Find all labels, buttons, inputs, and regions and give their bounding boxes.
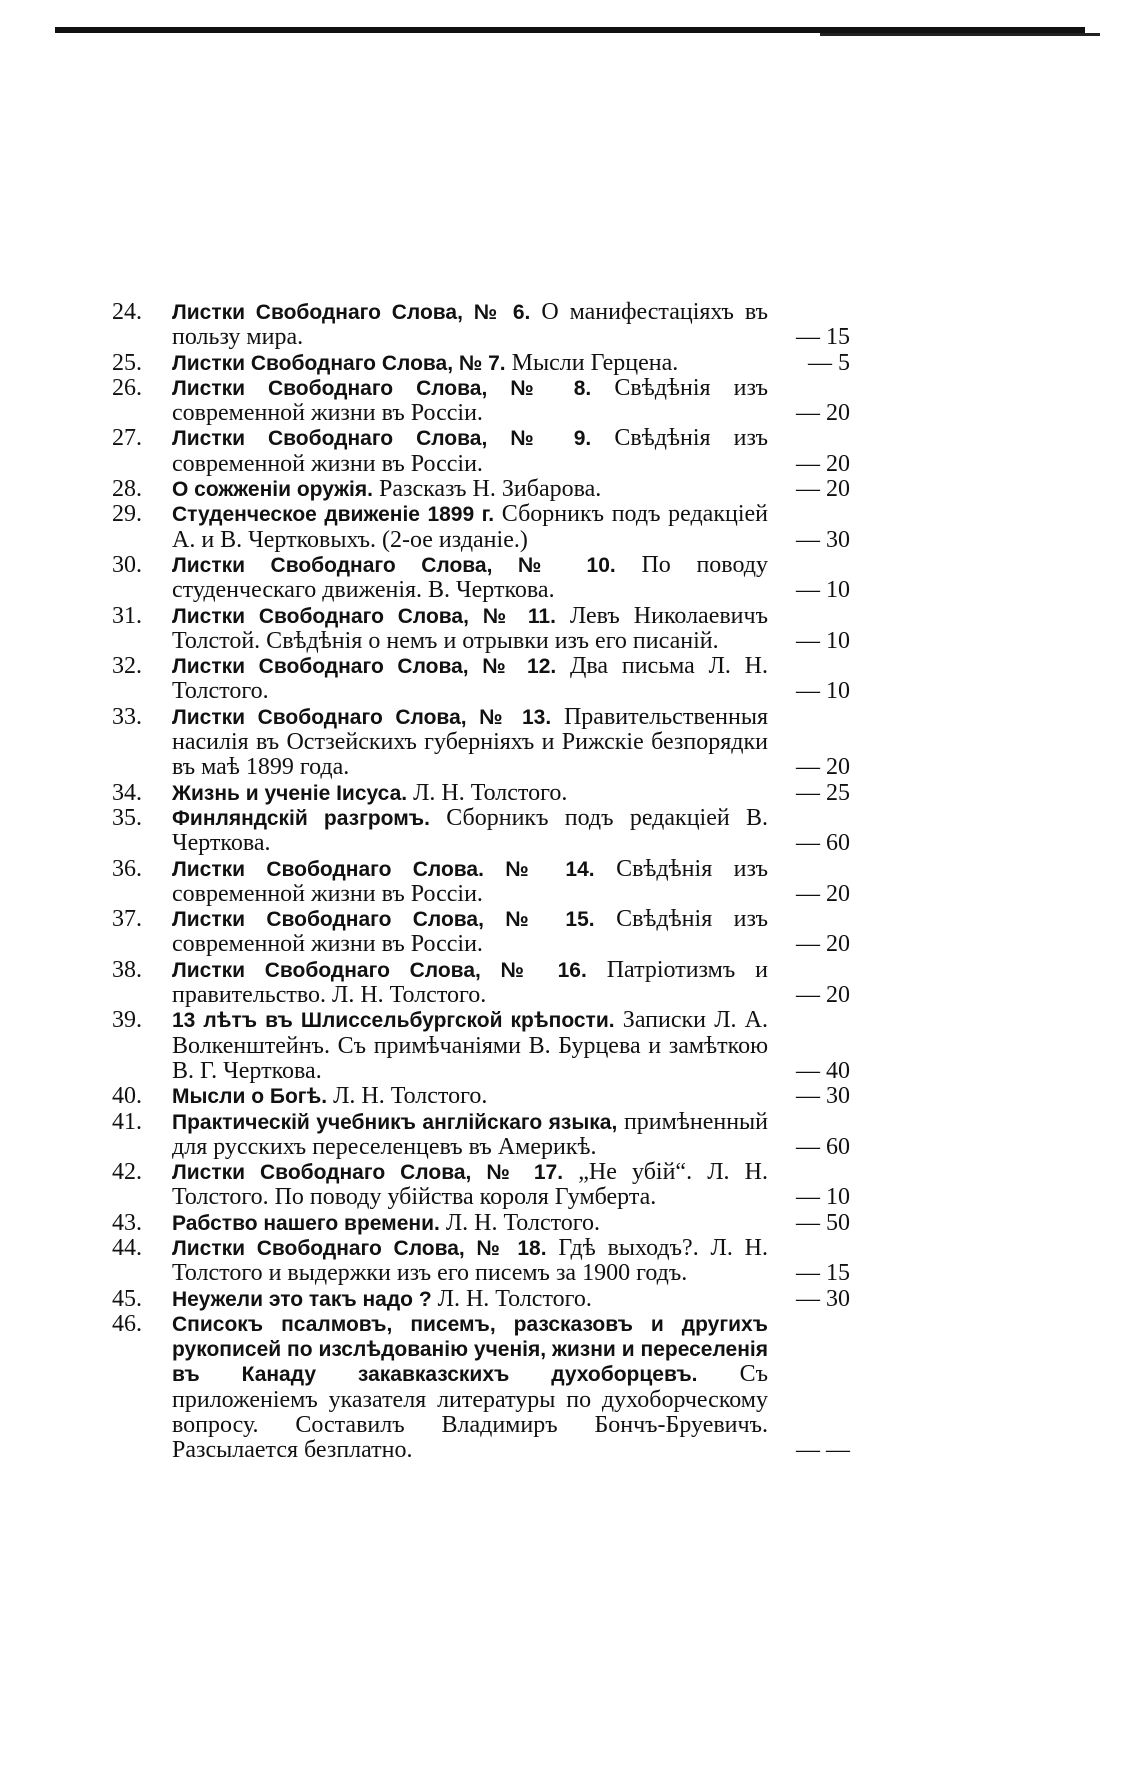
- catalog-entry: [112, 958, 850, 1009]
- entry-number: 29.: [112, 501, 142, 528]
- entry-description: примѣненный для русскихъ переселенцевъ въ Америкѣ.: [172, 1108, 769, 1160]
- entry-price: — 60: [796, 1133, 850, 1160]
- entry-title: Списокъ псалмовъ, писемъ, разсказовъ и другихъ рукописей по изслѣдованію ученія, жизни и переселенія въ Канаду закавказскихъ духоборцевъ.: [172, 1312, 768, 1387]
- entry-description: О манифестаціяхъ въ пользу мира.: [172, 299, 768, 351]
- entry-description: Правительственныя насилія въ Остзейскихъ губерніяхъ и Рижскіе безпорядки въ маѣ 1899 года.: [172, 703, 769, 781]
- entry-title: Листки Свободнаго Слова, № 9.: [172, 427, 592, 451]
- catalog-entry: [112, 351, 850, 376]
- entry-title: Жизнь и ученіе Іисуса.: [172, 781, 408, 805]
- entry-description: По поводу студенческаго движенія. В. Черткова.: [172, 551, 768, 604]
- entry-body: [172, 781, 768, 806]
- entry-number: 31.: [112, 602, 142, 629]
- entry-body: [172, 502, 768, 553]
- entry-number: 40.: [112, 1083, 142, 1110]
- entry-number: 26.: [112, 374, 142, 401]
- entry-title: О сожженіи оружія.: [172, 478, 373, 502]
- catalog-entry: [112, 502, 850, 553]
- entry-number: 37.: [112, 906, 142, 933]
- catalog-entry: [112, 907, 850, 958]
- entry-number: 35.: [112, 804, 142, 831]
- catalog-entry: [112, 705, 850, 781]
- entry-body: [172, 1008, 768, 1084]
- entry-number: 24.: [112, 299, 142, 325]
- entry-price: — 15: [796, 324, 850, 351]
- entry-body: [172, 376, 768, 427]
- entry-title: Листки Свободнаго Слова, № 13.: [172, 705, 552, 729]
- entry-title: Листки Свободнаго Слова. № 14.: [172, 857, 595, 881]
- entry-title: Финляндскій разгромъ.: [172, 806, 430, 830]
- entry-body: [172, 1160, 768, 1211]
- entry-description: „Не убій“. Л. Н. Толстого. По поводу убійства короля Гумберта.: [172, 1159, 768, 1211]
- entry-price: — 5: [808, 349, 850, 376]
- catalog-entry: [112, 1160, 850, 1211]
- entry-title: Листки Свободнаго Слова, № 17.: [172, 1161, 564, 1185]
- entry-body: [172, 1084, 768, 1109]
- entry-description: Свѣдѣнія изъ современной жизни въ Россіи.: [172, 374, 768, 427]
- entry-price: — 40: [796, 1057, 850, 1084]
- entry-price: — 20: [796, 476, 850, 503]
- entry-body: [172, 1110, 768, 1161]
- entry-description: Разсказъ Н. Зибарова.: [378, 476, 602, 503]
- entry-number: 25.: [112, 349, 142, 376]
- catalog-entry: [112, 1211, 850, 1236]
- entry-body: [172, 907, 768, 958]
- publications-list: [112, 300, 850, 1464]
- entry-price: — 60: [796, 830, 850, 857]
- entry-number: 41.: [112, 1108, 142, 1135]
- entry-title: Листки Свободнаго Слова, № 18.: [172, 1236, 547, 1260]
- catalog-entry: [112, 781, 850, 806]
- entry-description: Свѣдѣнія изъ современной жизни въ Россіи.: [172, 425, 768, 477]
- catalog-entry: [112, 806, 850, 857]
- entry-number: 42.: [112, 1159, 142, 1186]
- entry-price: — 30: [796, 1083, 850, 1110]
- entry-description: Л. Н. Толстого.: [333, 1083, 488, 1110]
- entry-price: — 15: [796, 1260, 850, 1287]
- entry-description: Съ приложеніемъ указателя литературы по духоборческому вопросу. Составилъ Владимиръ Бончъ-Бруевичъ. Разсылается безплатно.: [172, 1361, 768, 1464]
- entry-price: — 30: [796, 526, 850, 553]
- entry-price: — 10: [796, 1184, 850, 1211]
- entry-price: — 50: [796, 1209, 850, 1236]
- entry-title: Листки Свободнаго Слова, № 15.: [172, 908, 595, 932]
- entry-number: 39.: [112, 1007, 142, 1034]
- entry-title: Листки Свободнаго Слова, № 16.: [172, 958, 587, 982]
- entry-body: [172, 1211, 768, 1236]
- entry-number: 38.: [112, 956, 142, 983]
- entry-title: Мысли о Богѣ.: [172, 1085, 328, 1109]
- entry-description: Сборникъ подъ редакціей В. Черткова.: [172, 804, 769, 857]
- entry-price: — 20: [796, 400, 850, 427]
- catalog-entry: [112, 553, 850, 604]
- catalog-entry: [112, 300, 850, 351]
- catalog-entry: [112, 376, 850, 427]
- entry-body: [172, 553, 768, 604]
- entry-title: Листки Свободнаго Слова, № 6.: [172, 301, 531, 324]
- entry-description: Л. Н. Толстого.: [445, 1209, 601, 1236]
- entry-title: Практическій учебникъ англійскаго языка,: [172, 1110, 618, 1134]
- entry-title: Студенческое движеніе 1899 г.: [172, 503, 495, 527]
- entry-body: [172, 477, 768, 502]
- entry-price: — —: [796, 1437, 850, 1464]
- catalog-entry: [112, 1312, 850, 1464]
- catalog-entry: [112, 1008, 850, 1084]
- entry-body: [172, 300, 768, 351]
- entry-number: 30.: [112, 551, 142, 578]
- entry-price: — 10: [796, 577, 850, 604]
- entry-number: 43.: [112, 1209, 142, 1236]
- entry-body: [172, 604, 768, 655]
- entry-description: Сборникъ подъ редакціей А. и В. Чертковыхъ. (2-ое изданіе.): [172, 501, 768, 553]
- entry-body: [172, 1312, 768, 1464]
- catalog-entry: [112, 604, 850, 655]
- entry-price: — 25: [796, 779, 850, 806]
- entry-number: 44.: [112, 1234, 142, 1261]
- entry-body: [172, 351, 768, 376]
- catalog-entry: [112, 654, 850, 705]
- entry-number: 46.: [112, 1310, 142, 1337]
- entry-number: 28.: [112, 476, 142, 503]
- entry-title: Листки Свободнаго Слова, № 8.: [172, 376, 592, 400]
- entry-description: Гдѣ выходъ?. Л. Н. Толстого и выдержки изъ его писемъ за 1900 годъ.: [172, 1234, 769, 1287]
- entry-body: [172, 806, 768, 857]
- entry-description: Записки Л. А. Волкенштейнъ. Съ примѣчаніями В. Бурцева и замѣткою В. Г. Черткова.: [172, 1007, 769, 1084]
- entry-title: Рабство нашего времени.: [172, 1211, 440, 1235]
- entry-price: — 30: [796, 1285, 850, 1312]
- catalog-entry: [112, 1287, 850, 1312]
- entry-price: — 10: [796, 678, 850, 705]
- entry-price: — 20: [796, 450, 850, 477]
- entry-number: 27.: [112, 425, 142, 452]
- entry-price: — 20: [796, 931, 850, 958]
- catalog-entry: [112, 857, 850, 908]
- catalog-entry: [112, 1236, 850, 1287]
- entry-number: 32.: [112, 653, 142, 680]
- top-rule-right: [820, 33, 1100, 36]
- entry-description: Мысли Герцена.: [511, 349, 679, 376]
- entry-description: Два письма Л. Н. Толстого.: [172, 653, 769, 705]
- entry-title: Листки Свободнаго Слова, № 11.: [172, 604, 556, 628]
- entry-description: Л. Н. Толстого.: [413, 779, 568, 806]
- entry-title: Листки Свободнаго Слова, № 7.: [172, 351, 506, 375]
- entry-price: — 20: [796, 880, 850, 907]
- entry-title: Неужели это такъ надо ?: [172, 1287, 432, 1311]
- entry-title: Листки Свободнаго Слова, № 12.: [172, 655, 557, 679]
- entry-description: Патріотизмъ и правительство. Л. Н. Толстого.: [172, 956, 769, 1009]
- catalog-entry: [112, 1084, 850, 1109]
- entry-price: — 20: [796, 754, 850, 781]
- entry-number: 33.: [112, 703, 142, 730]
- entry-body: [172, 426, 768, 477]
- entry-number: 34.: [112, 779, 142, 806]
- entry-body: [172, 958, 768, 1009]
- catalog-entry: [112, 1110, 850, 1161]
- entry-price: — 10: [796, 627, 850, 654]
- entry-description: Свѣдѣнія изъ современной жизни въ Россіи.: [172, 906, 769, 958]
- entry-body: [172, 705, 768, 781]
- entry-description: Свѣдѣнія изъ современной жизни въ Россіи.: [172, 855, 769, 907]
- catalog-entry: [112, 477, 850, 502]
- entry-description: Левъ Николаевичъ Толстой. Свѣдѣнія о немъ и отрывки изъ его писаній.: [172, 602, 769, 654]
- entry-body: [172, 857, 768, 908]
- entry-price: — 20: [796, 982, 850, 1009]
- entry-number: 45.: [112, 1285, 142, 1312]
- entry-description: Л. Н. Толстого.: [437, 1285, 592, 1312]
- entry-title: 13 лѣтъ въ Шлиссельбургской крѣпости.: [172, 1009, 615, 1033]
- entry-body: [172, 1287, 768, 1312]
- entry-title: Листки Свободнаго Слова, № 10.: [172, 553, 616, 577]
- entry-body: [172, 1236, 768, 1287]
- entry-number: 36.: [112, 855, 142, 882]
- entry-body: [172, 654, 768, 705]
- catalog-entry: [112, 426, 850, 477]
